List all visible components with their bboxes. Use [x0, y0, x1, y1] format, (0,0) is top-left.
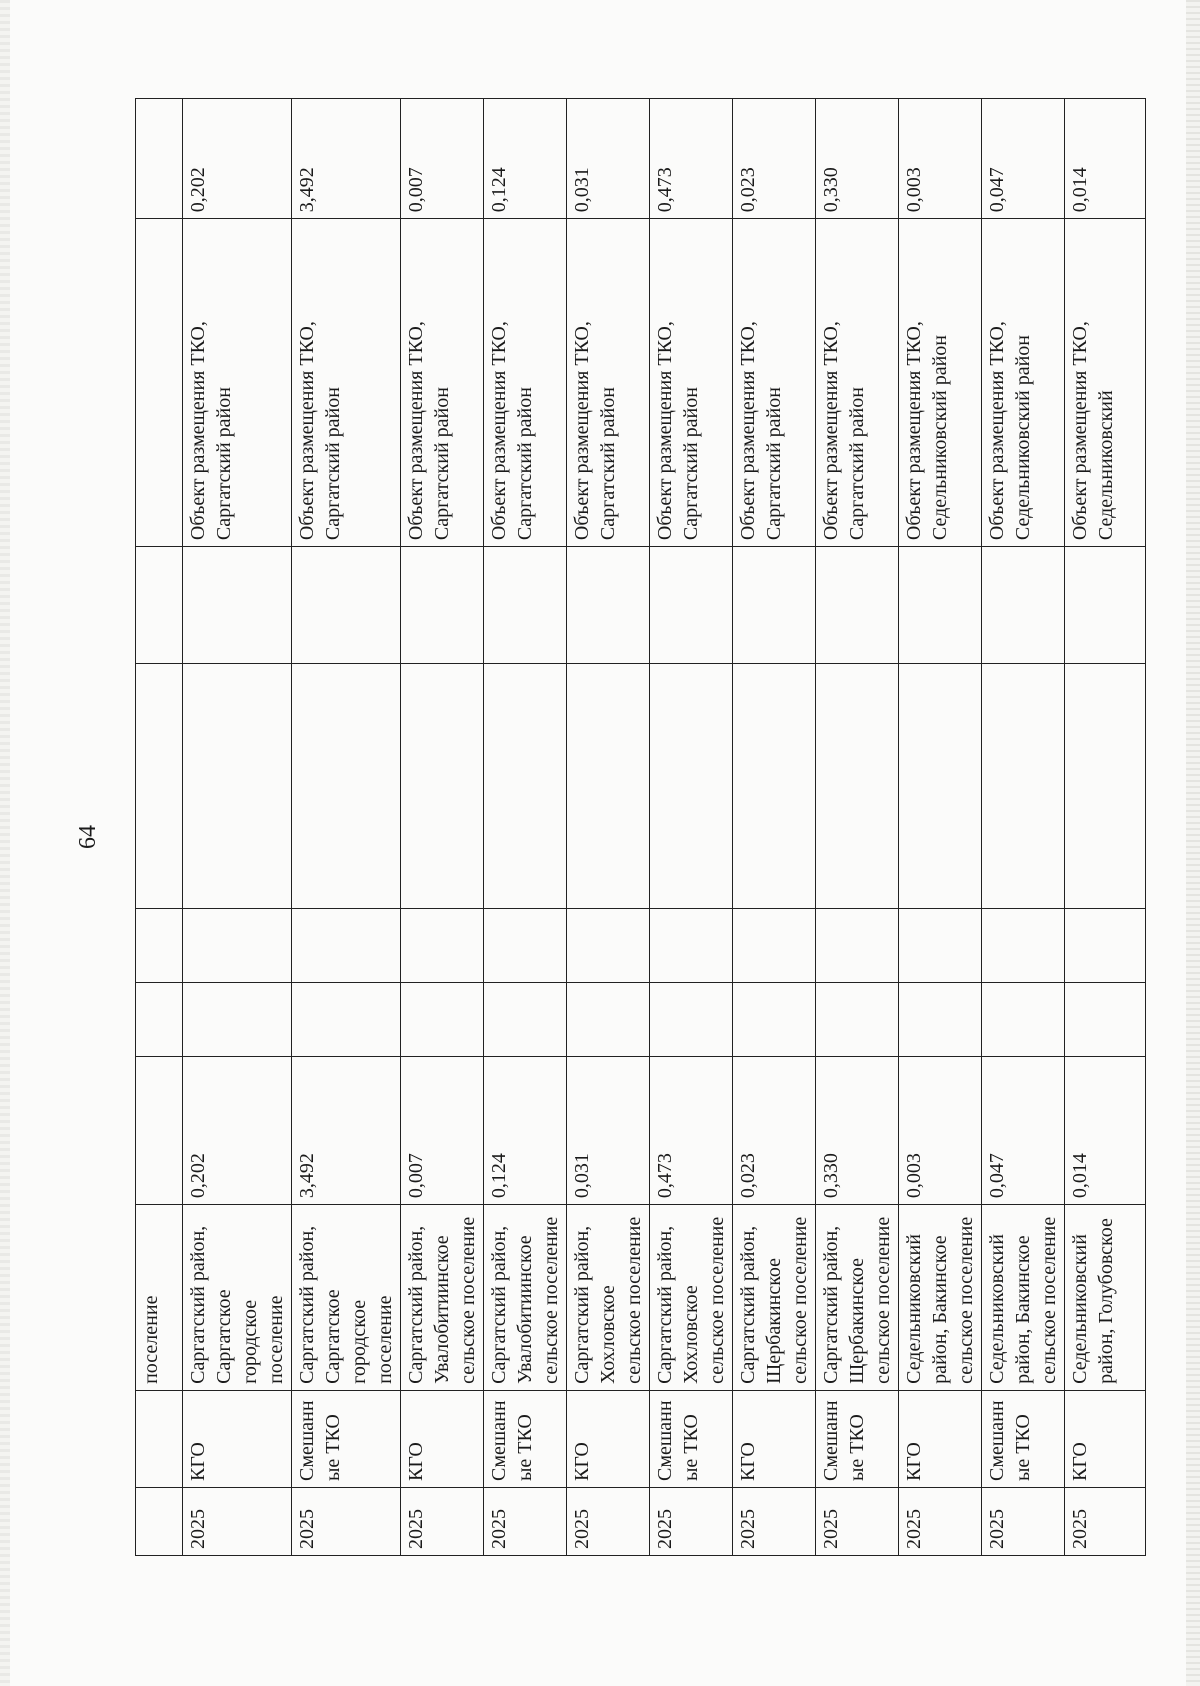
mass-cell: 0,014 [1065, 1057, 1146, 1205]
table-row [292, 99, 401, 1556]
table-cell [136, 547, 183, 664]
year-cell: 2025 [401, 1488, 484, 1556]
table-wrapper [135, 98, 1117, 1556]
source-settlement-cell: Седельниковский район, Бакинское сельское поселение [899, 1205, 982, 1391]
empty-cell [401, 982, 484, 1056]
destination-mass-cell: 3,492 [292, 99, 401, 219]
table-row [982, 99, 1065, 1556]
empty-cell [982, 663, 1065, 908]
header-source-cell: поселение [136, 1205, 183, 1391]
waste-type-cell: Смешанные ТКО [484, 1390, 567, 1487]
mass-cell: 0,023 [733, 1057, 816, 1205]
empty-cell [650, 908, 733, 982]
waste-type-cell: КГО [567, 1390, 650, 1487]
waste-type-cell: КГО [733, 1390, 816, 1487]
destination-mass-cell: 0,330 [816, 99, 899, 219]
empty-cell [816, 547, 899, 664]
empty-cell [733, 982, 816, 1056]
destination-mass-cell: 0,473 [650, 99, 733, 219]
empty-cell [1065, 547, 1146, 664]
waste-type-cell: Смешанные ТКО [650, 1390, 733, 1487]
mass-cell: 3,492 [292, 1057, 401, 1205]
empty-cell [1065, 908, 1146, 982]
year-cell: 2025 [899, 1488, 982, 1556]
empty-cell [292, 908, 401, 982]
empty-cell [567, 663, 650, 908]
destination-object-cell: Объект размещения ТКО, Саргатский район [401, 219, 484, 547]
source-settlement-cell: Седельниковский район, Голубовское [1065, 1205, 1146, 1391]
table-row [183, 99, 292, 1556]
source-settlement-cell: Саргатский район, Саргатское городское поселение [183, 1205, 292, 1391]
table-row [899, 99, 982, 1556]
table-cell [136, 219, 183, 547]
destination-object-cell: Объект размещения ТКО, Седельниковский район [982, 219, 1065, 547]
empty-cell [567, 547, 650, 664]
mass-cell: 0,473 [650, 1057, 733, 1205]
destination-object-cell: Объект размещения ТКО, Саргатский район [292, 219, 401, 547]
empty-cell [183, 982, 292, 1056]
mass-cell: 0,007 [401, 1057, 484, 1205]
header-continuation-row [136, 99, 183, 1556]
empty-cell [484, 982, 567, 1056]
empty-cell [484, 908, 567, 982]
empty-cell [899, 663, 982, 908]
waste-type-cell: Смешанные ТКО [292, 1390, 401, 1487]
destination-mass-cell: 0,014 [1065, 99, 1146, 219]
table-row [816, 99, 899, 1556]
empty-cell [292, 547, 401, 664]
empty-cell [401, 663, 484, 908]
empty-cell [401, 908, 484, 982]
destination-object-cell: Объект размещения ТКО, Саргатский район [733, 219, 816, 547]
destination-object-cell: Объект размещения ТКО, Саргатский район [816, 219, 899, 547]
table-row [650, 99, 733, 1556]
table-row [567, 99, 650, 1556]
empty-cell [183, 547, 292, 664]
year-cell: 2025 [567, 1488, 650, 1556]
empty-cell [733, 663, 816, 908]
waste-type-cell: КГО [401, 1390, 484, 1487]
table-cell [136, 982, 183, 1056]
empty-cell [484, 547, 567, 664]
destination-object-cell: Объект размещения ТКО, Седельниковский район [899, 219, 982, 547]
empty-cell [899, 547, 982, 664]
mass-cell: 0,330 [816, 1057, 899, 1205]
year-cell: 2025 [816, 1488, 899, 1556]
year-cell: 2025 [183, 1488, 292, 1556]
waste-flow-table [135, 98, 1146, 1556]
scan-edge-right [1186, 0, 1200, 1686]
empty-cell [650, 547, 733, 664]
mass-cell: 0,202 [183, 1057, 292, 1205]
empty-cell [292, 982, 401, 1056]
table-rotator [135, 98, 1117, 1556]
table-cell [136, 1488, 183, 1556]
table-row [733, 99, 816, 1556]
destination-mass-cell: 0,023 [733, 99, 816, 219]
empty-cell [1065, 663, 1146, 908]
scan-edge-left [0, 0, 10, 1686]
empty-cell [567, 982, 650, 1056]
source-settlement-cell: Саргатский район, Саргатское городское поселение [292, 1205, 401, 1391]
destination-mass-cell: 0,031 [567, 99, 650, 219]
empty-cell [982, 982, 1065, 1056]
source-settlement-cell: Саргатский район, Хохловское сельское поселение [650, 1205, 733, 1391]
year-cell: 2025 [1065, 1488, 1146, 1556]
mass-cell: 0,031 [567, 1057, 650, 1205]
destination-object-cell: Объект размещения ТКО, Саргатский район [567, 219, 650, 547]
empty-cell [183, 908, 292, 982]
source-settlement-cell: Саргатский район, Увалобитиинское сельское поселение [401, 1205, 484, 1391]
waste-type-cell: Смешанные ТКО [982, 1390, 1065, 1487]
year-cell: 2025 [982, 1488, 1065, 1556]
year-cell: 2025 [484, 1488, 567, 1556]
destination-object-cell: Объект размещения ТКО, Седельниковский [1065, 219, 1146, 547]
empty-cell [292, 663, 401, 908]
empty-cell [733, 547, 816, 664]
table-row [401, 99, 484, 1556]
year-cell: 2025 [292, 1488, 401, 1556]
empty-cell [982, 547, 1065, 664]
table-cell [136, 99, 183, 219]
destination-object-cell: Объект размещения ТКО, Саргатский район [484, 219, 567, 547]
table-cell [136, 1390, 183, 1487]
source-settlement-cell: Саргатский район, Щербакинское сельское поселение [816, 1205, 899, 1391]
year-cell: 2025 [733, 1488, 816, 1556]
empty-cell [1065, 982, 1146, 1056]
source-settlement-cell: Саргатский район, Увалобитиинское сельское поселение [484, 1205, 567, 1391]
mass-cell: 0,124 [484, 1057, 567, 1205]
empty-cell [816, 982, 899, 1056]
empty-cell [484, 663, 567, 908]
page-number: 64 [75, 825, 101, 849]
mass-cell: 0,003 [899, 1057, 982, 1205]
table-cell [136, 1057, 183, 1205]
waste-type-cell: КГО [1065, 1390, 1146, 1487]
empty-cell [816, 663, 899, 908]
empty-cell [650, 663, 733, 908]
empty-cell [899, 908, 982, 982]
table-cell [136, 663, 183, 908]
empty-cell [650, 982, 733, 1056]
destination-mass-cell: 0,124 [484, 99, 567, 219]
source-settlement-cell: Саргатский район, Щербакинское сельское поселение [733, 1205, 816, 1391]
empty-cell [899, 982, 982, 1056]
empty-cell [183, 663, 292, 908]
empty-cell [733, 908, 816, 982]
table-row [1065, 99, 1146, 1556]
destination-mass-cell: 0,007 [401, 99, 484, 219]
destination-mass-cell: 0,047 [982, 99, 1065, 219]
table-cell [136, 908, 183, 982]
destination-object-cell: Объект размещения ТКО, Саргатский район [650, 219, 733, 547]
source-settlement-cell: Седельниковский район, Бакинское сельское поселение [982, 1205, 1065, 1391]
destination-mass-cell: 0,003 [899, 99, 982, 219]
waste-type-cell: КГО [183, 1390, 292, 1487]
destination-object-cell: Объект размещения ТКО, Саргатский район [183, 219, 292, 547]
waste-type-cell: Смешанные ТКО [816, 1390, 899, 1487]
empty-cell [982, 908, 1065, 982]
destination-mass-cell: 0,202 [183, 99, 292, 219]
year-cell: 2025 [650, 1488, 733, 1556]
mass-cell: 0,047 [982, 1057, 1065, 1205]
waste-type-cell: КГО [899, 1390, 982, 1487]
source-settlement-cell: Саргатский район, Хохловское сельское поселение [567, 1205, 650, 1391]
empty-cell [567, 908, 650, 982]
table-row [484, 99, 567, 1556]
empty-cell [816, 908, 899, 982]
empty-cell [401, 547, 484, 664]
